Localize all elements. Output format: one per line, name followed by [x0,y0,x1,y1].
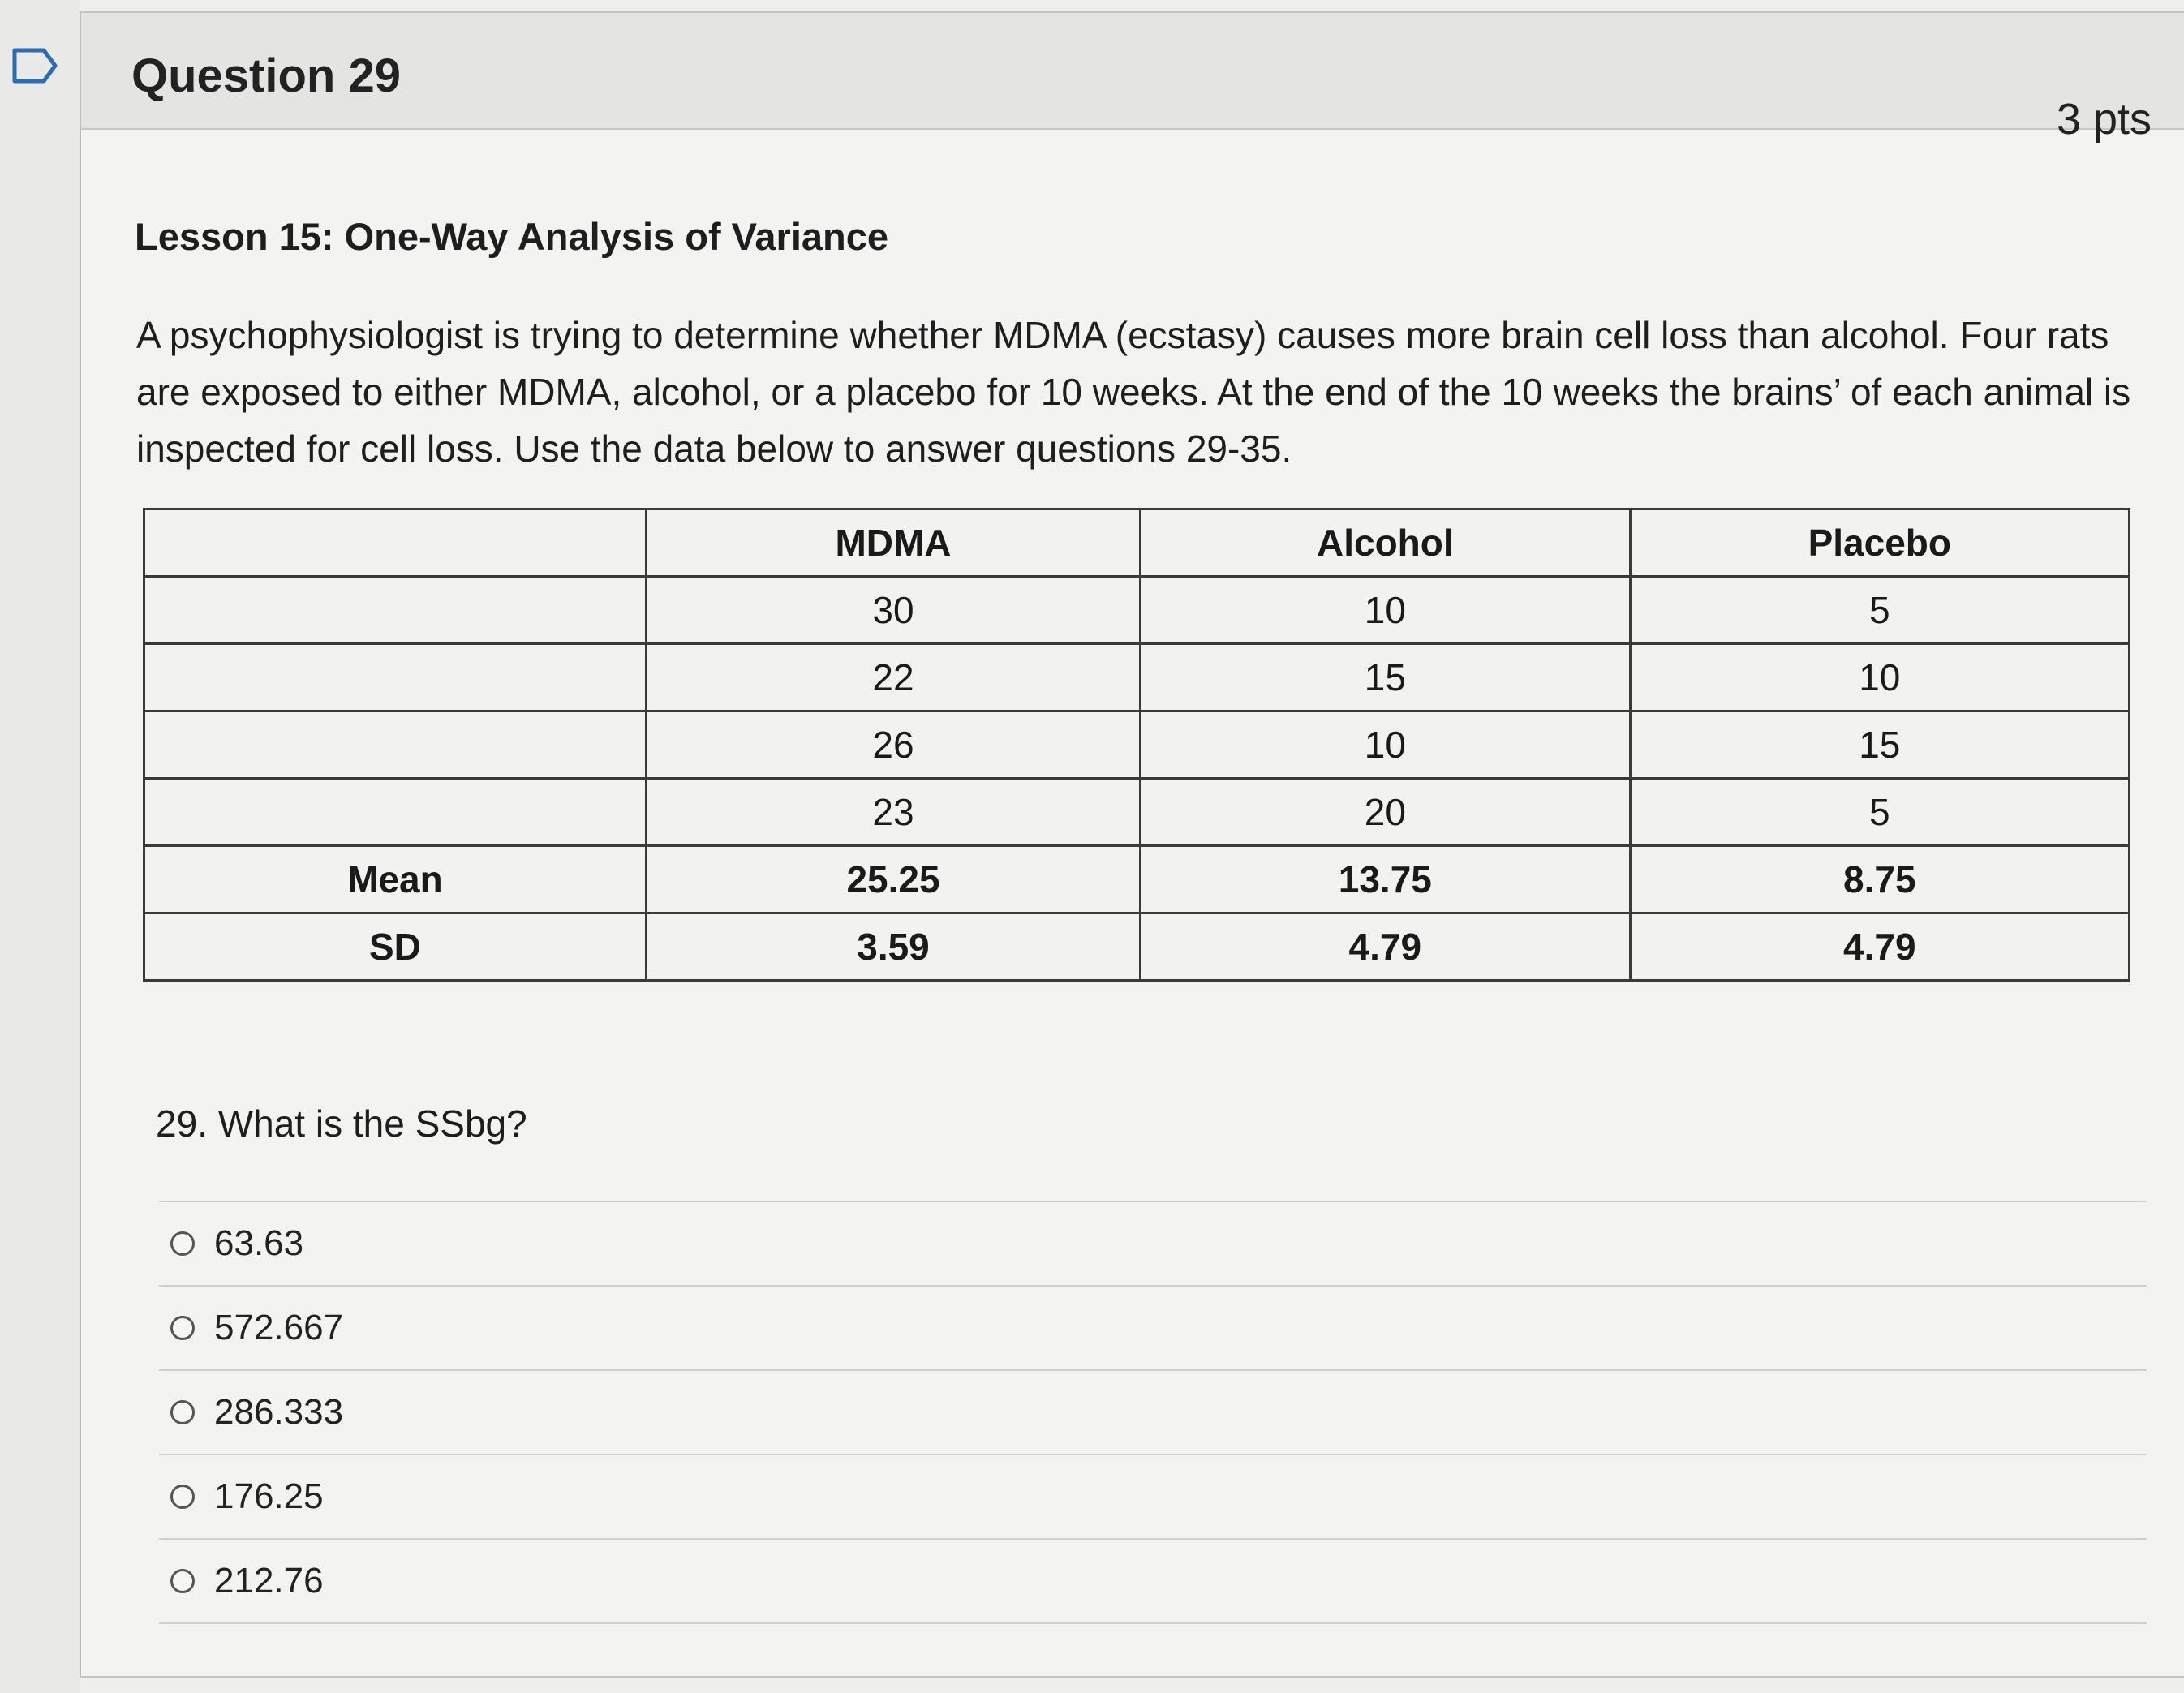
table-cell: 20 [1141,779,1630,846]
option-label[interactable]: 63.63 [214,1223,304,1263]
mean-placebo: 8.75 [1630,846,2129,913]
answer-option[interactable] [159,1540,2147,1624]
table-cell [144,779,647,846]
points-label: 3 pts [2056,95,2152,144]
table-cell [144,644,647,711]
table-cell: 5 [1630,779,2129,846]
option-label[interactable]: 212.76 [214,1561,324,1601]
table-cell: 15 [1630,711,2129,779]
table-header-placebo: Placebo [1630,509,2129,577]
bookmark-flag-icon[interactable] [11,47,58,84]
table-cell: 15 [1141,644,1630,711]
option-label[interactable]: 286.333 [214,1392,344,1432]
table-cell [144,711,647,779]
table-row [144,577,2130,644]
radio-button[interactable] [170,1569,195,1593]
table-cell: 23 [646,779,1140,846]
sd-alcohol: 4.79 [1141,913,1630,981]
sd-label: SD [144,913,647,981]
answer-option[interactable] [159,1371,2147,1455]
option-label[interactable]: 572.667 [214,1308,344,1347]
mean-label: Mean [144,846,647,913]
answer-option[interactable] [159,1455,2147,1540]
left-rail [0,0,80,1693]
table-mean-row [144,846,2130,913]
option-label[interactable]: 176.25 [214,1476,324,1516]
radio-button[interactable] [170,1400,195,1424]
table-cell: 10 [1630,644,2129,711]
table-cell [144,577,647,644]
table-cell: 10 [1141,711,1630,779]
question-prompt: 29. What is the SSbg? [156,1102,527,1145]
table-sd-row [144,913,2130,981]
table-header-row [144,509,2130,577]
question-intro: A psychophysiologist is trying to determine whether MDMA (ecstasy) causes more brain cell loss than alcohol. Four rats are exposed to either MDMA, alcohol, or a placebo for 10 weeks. At the end of the 10 weeks the brains’ of each animal is inspected for cell loss. Use the data below to answer questions 29-35. [136,314,2131,470]
data-table [143,508,2130,982]
table-row [144,644,2130,711]
sd-placebo: 4.79 [1630,913,2129,981]
question-header [81,13,2184,144]
table-row [144,779,2130,846]
table-header-cell [144,509,647,577]
table-header-alcohol: Alcohol [1141,509,1630,577]
answer-option[interactable] [159,1202,2147,1287]
answer-options [159,1201,2147,1624]
table-header-mdma: MDMA [646,509,1140,577]
lesson-title: Lesson 15: One-Way Analysis of Variance [135,215,889,258]
table-cell: 30 [646,577,1140,644]
radio-button[interactable] [170,1316,195,1340]
table-row [144,711,2130,779]
table-cell: 5 [1630,577,2129,644]
mean-mdma: 25.25 [646,846,1140,913]
answer-option[interactable] [159,1287,2147,1371]
sd-mdma: 3.59 [646,913,1140,981]
table-cell: 26 [646,711,1140,779]
mean-alcohol: 13.75 [1141,846,1630,913]
radio-button[interactable] [170,1485,195,1509]
table-cell: 10 [1141,577,1630,644]
radio-button[interactable] [170,1231,195,1256]
table-cell: 22 [646,644,1140,711]
question-title: Question 29 [131,49,401,102]
question-card [80,11,2184,1678]
